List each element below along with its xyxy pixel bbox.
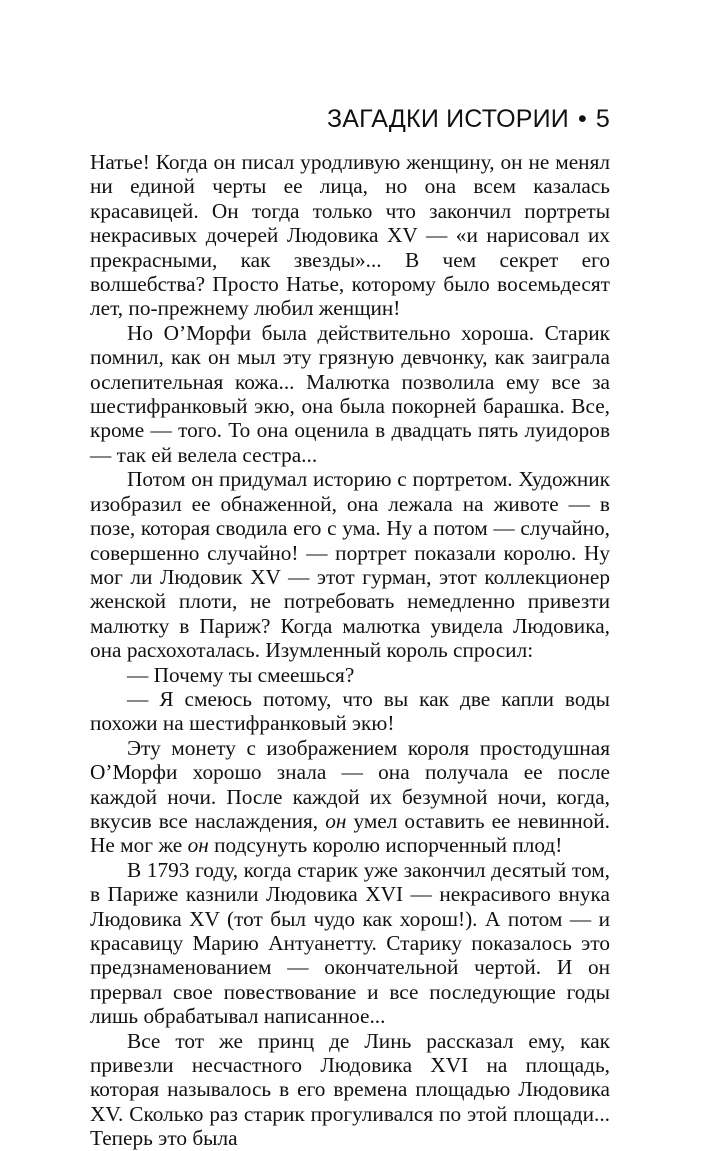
paragraph-text: подсунуть королю испорченный плод! — [208, 833, 563, 858]
emphasis: он — [325, 808, 347, 833]
paragraph-text: умел оставить ее невинной. Не мог же — [90, 808, 610, 858]
running-head — [90, 104, 610, 134]
section-title: ЗАГАДКИ ИСТОРИИ — [326, 105, 569, 133]
paragraph: Но О’Морфи была действительно хороша. Старик помнил, как он мыл эту грязную девчонку, как заиграла ослепительная кожа... Малютка позволила ему все за шестифранковый экю, она была покорней барашка. Все, кроме — того. То она оценила в двадцать пять луидоров — так ей велела сестра... — [90, 320, 610, 467]
paragraph — [90, 736, 610, 858]
body-text — [90, 150, 610, 1151]
paragraph-continuation: Натье! Когда он писал уродливую женщину, он не менял ни единой черты ее лица, но она всем казалась красавицей. Он тогда только что закончил портреты некрасивых дочерей Людовика XV — «и нарисовал их прекрасными, как звезды»... В чем секрет его волшебства? Просто Натье, которому было восемьдесят лет, по-прежнему любил женщин! — [90, 150, 610, 321]
bullet-separator: • — [577, 105, 587, 133]
paragraph: В 1793 году, когда старик уже закончил десятый том, в Париже казнили Людовика XVI — некрасивого внука Людовика XV (тот был чудо как хорош!). А потом — и красавицу Марию Антуанетту. Старику показалось это предзнаменованием — окончательной чертой. И он прервал свое повествование и все последующие годы лишь обрабатывал написанное... — [90, 857, 610, 1029]
paragraph: Потом он придумал историю с портретом. Художник изобразил ее обнаженной, она лежала на животе — в позе, которая сводила его с ума. Ну а потом — случайно, совершенно случайно! — портрет показали королю. Ну мог ли Людовик XV — этот гурман, этот коллекционер женской плоти, не потребовать немедленно привезти малютку в Париж? Когда малютка увидела Людовика, она расхохоталась. Изумленный король спросил: — [90, 467, 610, 663]
page-number: 5 — [595, 105, 610, 133]
dialogue-line: — Почему ты смеешься? — [127, 662, 355, 687]
dialogue-line: — Я смеюсь потому, что вы как две капли воды похожи на шестифранковый экю! — [90, 686, 610, 736]
paragraph: Все тот же принц де Линь рассказал ему, как привезли несчастного Людовика XVI на площадь, которая называлось в его времена площадью Людовика XV. Сколько раз старик прогуливался по этой площади... Теперь это была — [90, 1028, 610, 1151]
emphasis: он — [187, 833, 209, 858]
paragraph-text: Эту монету с изображением короля простодушная О’Морфи хорошо знала — она получала ее после каждой ночи. После каждой их безумной ночи, когда, вкусив все наслаждения, — [90, 735, 610, 833]
